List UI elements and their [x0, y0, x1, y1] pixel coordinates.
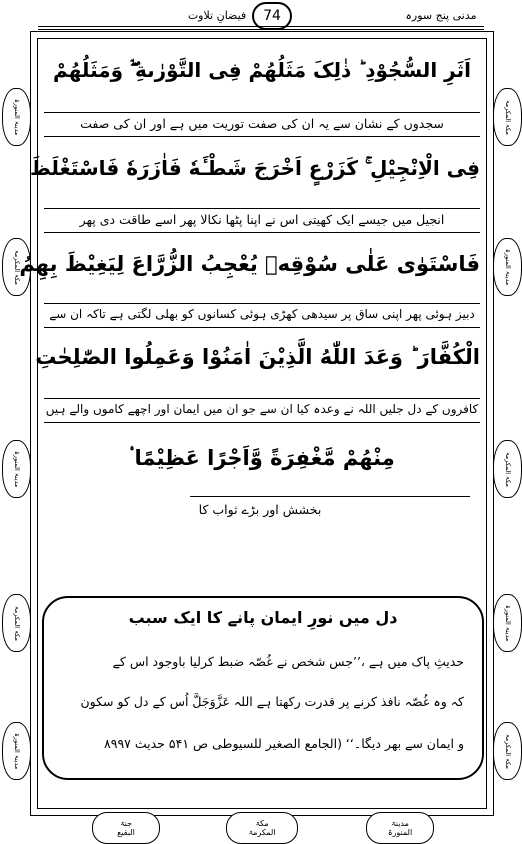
- verse-rule: [44, 112, 480, 113]
- book-title: مدنی پنج سورہ: [405, 8, 477, 22]
- side-emblem-madina: مدینۃ المنورۃ: [493, 594, 522, 652]
- side-emblem-makka: مکۃ المکرمۃ: [493, 722, 522, 780]
- hadith-line-2: کہ وہ غُصّہ نافذ کرنے پر قدرت رکھتا ہے اللہ عَزَّوَجَلَّ اُس کے دل کو سکون: [80, 694, 464, 709]
- section-title: فیضانِ تلاوت: [187, 8, 247, 22]
- side-emblem-makka: مکۃ المکرمۃ: [2, 238, 31, 296]
- footer-emblem-baqi: جنۃ البقیع: [92, 812, 160, 844]
- side-emblem-makka: مکۃ المکرمۃ: [493, 88, 522, 146]
- verse-line-3: فَاسْتَوٰى عَلٰى سُوْقِهٖ یُعْجِبُ الزُّرَّاعَ لِیَغِیْظَ بِھِمُ: [19, 252, 480, 276]
- side-emblem-madina: مدینۃ المنورۃ: [2, 722, 31, 780]
- verse-rule: [44, 136, 480, 137]
- header-rule: [38, 26, 484, 27]
- footer-emblem-madina: مدینۃ المنورۃ: [366, 812, 434, 844]
- header-rule-2: [38, 29, 484, 30]
- verse-rule: [44, 208, 480, 209]
- verse-line-4: الْكُفَّارَ ؕ وَعَدَ اللّٰهُ الَّذِیْنَ اٰمَنُوْا وَعَمِلُوا الصّٰلِحٰتِ: [35, 345, 480, 369]
- page-number: 74: [252, 2, 292, 30]
- side-emblem-madina: مدینۃ المنورۃ: [493, 238, 522, 296]
- footer-emblem-makka: مکۃ المکرمۃ: [226, 812, 298, 844]
- hadith-line-1: حدیثِ پاک میں ہے ،’’جس شخص نے غُصّہ ضبط کرلیا باوجود اس کے: [112, 654, 464, 669]
- hadith-line-3: و ایمان سے بھر دیگا۔‘‘ (الجامع الصغیر للسیوطی ص ۵۴۱ حدیث ۸۹۹۷: [104, 736, 464, 751]
- side-emblem-makka: مکۃ المکرمۃ: [493, 440, 522, 498]
- verse-line-5: مِنْھُمْ مَّغْفِرَةً وَّاَجْرًا عَظِیْمًا ۟: [129, 446, 395, 470]
- translation-line-3: دبیز ہوئی پھر اپنی ساق پر سیدھی کھڑی ہوئی کسانوں کو بھلی لگتی ہے تاکہ ان سے: [49, 307, 475, 321]
- verse-rule: [44, 232, 480, 233]
- translation-line-2: انجیل میں جیسے ایک کھیتی اس نے اپنا پٹھا نکالا پھر اسے طاقت دی پھر: [79, 212, 445, 227]
- hadith-box: [42, 596, 484, 780]
- verse-rule: [190, 496, 470, 497]
- verse-rule: [44, 398, 480, 399]
- translation-line-4: کافروں کے دل جلیں اللہ نے وعدہ کیا ان سے جو ان میں ایمان اور اچھے کاموں والے ہیں: [45, 402, 479, 416]
- side-emblem-madina: مدینۃ المنورۃ: [2, 440, 31, 498]
- translation-line-5: بخشش اور بڑے ثواب کا: [198, 502, 322, 517]
- side-emblem-makka: مکۃ المکرمۃ: [2, 594, 31, 652]
- translation-line-1: سجدوں کے نشان سے یہ ان کی صفت توریت میں ہے اور ان کی صفت: [80, 116, 444, 131]
- verse-rule: [44, 422, 480, 423]
- verse-line-2: فِی الْاِنْجِیْلِ ۚ كَزَرْعٍ اَخْرَجَ شَطْـَٔهٗ فَاٰزَرَهٗ فَاسْتَغْلَظَ: [29, 156, 480, 180]
- hadith-title: دل میں نورِ ایمان پانے کا ایک سبب: [128, 608, 398, 627]
- verse-line-1: اَثَرِ السُّجُوْدِ ؕ ذٰلِکَ مَثَلُھُمْ فِی التَّوْرٰىةِ ۖۛ وَمَثَلُھُمْ: [53, 58, 471, 82]
- verse-rule: [44, 327, 480, 328]
- verse-rule: [44, 303, 480, 304]
- side-emblem-madina: مدینۃ المنورۃ: [2, 88, 31, 146]
